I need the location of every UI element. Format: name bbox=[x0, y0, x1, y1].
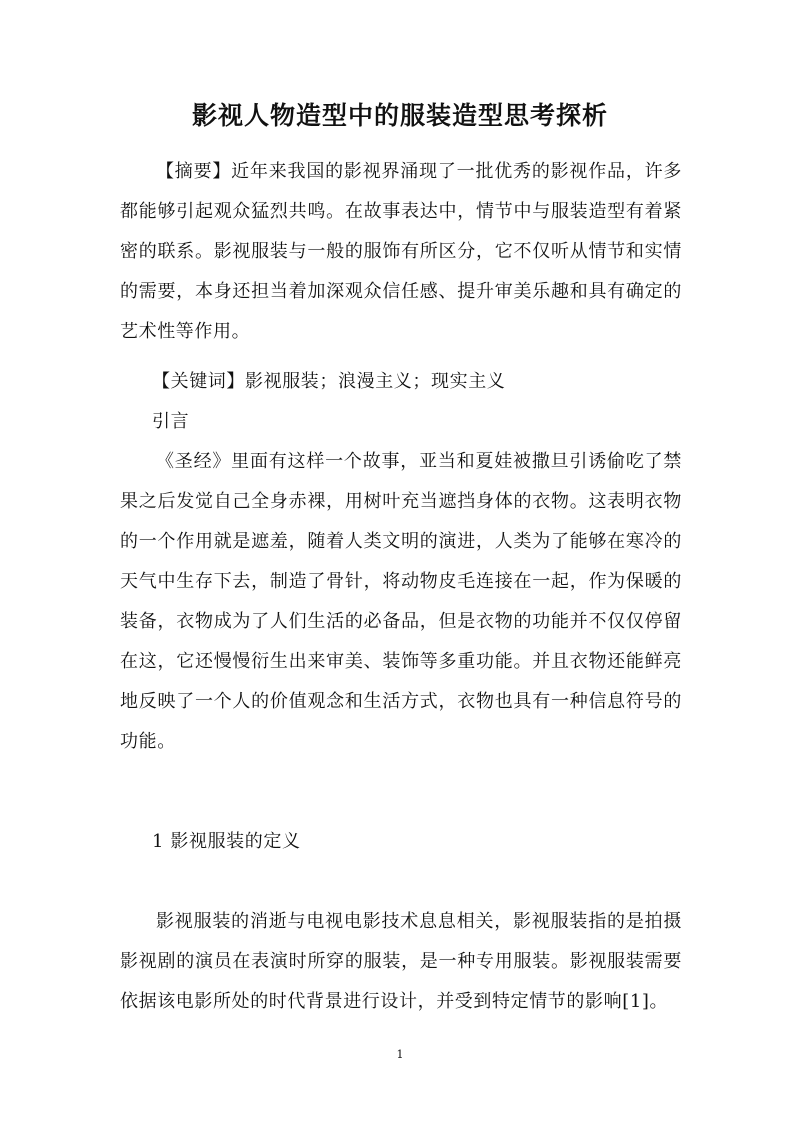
section-heading: 1 影视服装的定义 bbox=[152, 831, 301, 852]
intro-heading: 引言 bbox=[152, 411, 190, 432]
abstract-paragraph: 【摘要】近年来我国的影视界涌现了一批优秀的影视作品，许多都能够引起观众猛烈共鸣。在故事表达中，情节中与服装造型有着紧密的联系。影视服装与一般的服饰有所区分，它不仅听从情节和实情的需要，本身还担当着加深观众信任感、提升审美乐趣和具有确定的艺术性等作用。 bbox=[120, 161, 682, 342]
keywords-line: 【关键词】影视服装；浪漫主义；现实主义 bbox=[152, 371, 506, 392]
document-title: 影视人物造型中的服装造型思考探析 bbox=[191, 101, 608, 130]
section-paragraph: 影视服装的消逝与电视电影技术息息相关，影视服装指的是拍摄影视剧的演员在表演时所穿的服装，是一种专用服装。影视服装需要依据该电影所处的时代背景进行设计，并受到特定情节的影响[1]。 bbox=[120, 911, 682, 1012]
intro-paragraph: 《圣经》里面有这样一个故事，亚当和夏娃被撒旦引诱偷吃了禁果之后发觉自己全身赤裸，用树叶充当遮挡身体的衣物。这表明衣物的一个作用就是遮羞，随着人类文明的演进，人类为了能够在寒冷的天气中生存下去，制造了骨针，将动物皮毛连接在一起，作为保暖的装备，衣物成为了人们生活的必备品，但是衣物的功能并不仅仅停留在这，它还慢慢衍生出来审美、装饰等多重功能。并且衣物还能鲜亮地反映了一个人的价值观念和生活方式，衣物也具有一种信息符号的功能。 bbox=[120, 451, 682, 752]
page-number: 1 bbox=[396, 1048, 404, 1061]
